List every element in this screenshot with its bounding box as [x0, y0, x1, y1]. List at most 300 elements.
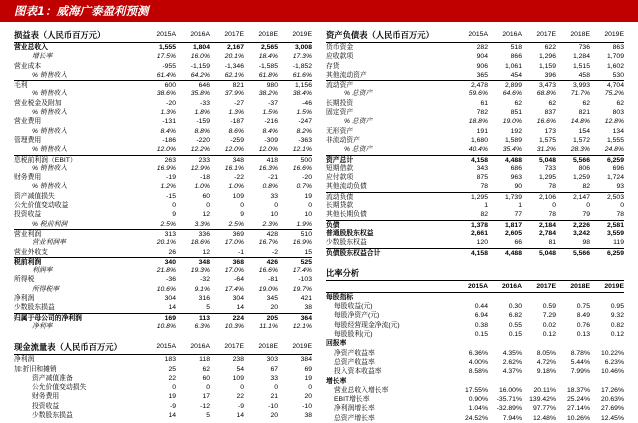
cell-value: 10 [304, 211, 312, 219]
row-label: 总资产增长率 [334, 414, 375, 422]
cell-value: 12 [202, 211, 210, 219]
table-row [326, 99, 624, 108]
table-row [14, 229, 312, 238]
cell-value: 4.37% [502, 368, 522, 376]
cell-value: 1.5% [296, 109, 312, 117]
cell-value: -12 [200, 402, 210, 410]
cell-value: 20.1% [156, 239, 176, 247]
year-header: 2018E [570, 31, 590, 38]
year-header: 2015A [467, 282, 488, 290]
cell-value: 169 [164, 314, 176, 322]
cell-value: 16.6% [258, 267, 278, 275]
table-row [326, 248, 624, 257]
row-label: % 总资产 [344, 90, 373, 98]
cell-value: 109 [232, 374, 244, 382]
row-label: % 销售收入 [32, 71, 68, 79]
balance-table [326, 43, 624, 257]
table-row [14, 257, 312, 266]
cell-value: -187 [230, 118, 244, 126]
cell-value: 12.9% [190, 164, 210, 172]
cell-value: 980 [266, 82, 278, 90]
cell-value: 2,581 [606, 221, 624, 229]
cell-value: 0.8% [262, 183, 278, 191]
cell-value: 9 [240, 211, 244, 219]
row-label: 营业成本 [14, 62, 42, 70]
cell-value: 4,158 [470, 249, 488, 257]
cell-value: 525 [300, 258, 312, 266]
balance-title: 资产负债表（人民币百万元） [326, 30, 434, 40]
cell-value: 62 [514, 99, 522, 107]
cell-value: 7.94% [502, 414, 522, 422]
cell-value: 119 [613, 239, 624, 247]
cell-value: 1,515 [572, 62, 590, 70]
cell-value: 7.29 [542, 312, 556, 320]
cell-value: 1,296 [538, 53, 556, 61]
row-label: % 销售收入 [32, 146, 68, 154]
cell-value: 19.0% [258, 285, 278, 293]
cell-value: 2,661 [470, 229, 488, 237]
cell-value: 6.82 [508, 312, 522, 320]
cell-value: 0.76 [576, 321, 590, 329]
table-row [14, 303, 312, 312]
row-label: % 销售收入 [32, 127, 68, 135]
cell-value: 369 [232, 230, 244, 238]
cell-value: -159 [196, 118, 210, 126]
cell-value: 62.1% [224, 71, 244, 79]
cell-value: 316 [198, 295, 210, 303]
cell-value: 40.4% [468, 146, 488, 154]
cell-value: 1,739 [504, 193, 522, 201]
cell-value: 6.94 [474, 312, 488, 320]
income-table [14, 43, 312, 331]
cell-value: 2.62% [502, 358, 522, 366]
row-label: 总资产收益率 [334, 358, 375, 366]
table-row [14, 145, 312, 154]
cell-value: -363 [298, 136, 312, 144]
cell-value: 3,242 [572, 229, 590, 237]
table-row [14, 192, 312, 201]
cell-value: 7.99% [570, 368, 590, 376]
cell-value: 6,259 [606, 249, 624, 257]
cell-value: 60 [202, 374, 210, 382]
cell-value: 10 [270, 211, 278, 219]
table-row [326, 89, 624, 98]
cell-value: 1,555 [606, 136, 624, 144]
year-header: 2016A [501, 282, 522, 290]
cell-value: 1,156 [294, 82, 312, 90]
cell-value: 205 [266, 314, 278, 322]
cell-value: 9.18% [536, 368, 556, 376]
cashflow-title-row [14, 340, 312, 355]
cell-value: 78 [616, 211, 624, 219]
ratio-group-heading [326, 293, 624, 302]
cell-value: 21.8% [156, 267, 176, 275]
table-row [14, 89, 312, 98]
cell-value: 696 [612, 164, 624, 172]
row-label: 所得税率 [32, 285, 60, 293]
row-label: 资产减值准备 [32, 374, 73, 382]
cell-value: 68.8% [536, 90, 556, 98]
income-title-row [14, 28, 312, 43]
cell-value: 67 [270, 365, 278, 373]
cell-value: 78 [480, 183, 488, 191]
cell-value: 3,008 [294, 44, 312, 51]
cell-value: 4,488 [504, 156, 522, 164]
cell-value: 418 [266, 156, 278, 164]
cell-value: 12.1% [292, 146, 312, 154]
cell-value: 1,259 [572, 174, 590, 182]
cell-value: 2,184 [538, 221, 556, 229]
year-header: 2015A [156, 31, 176, 38]
cell-value: 27.14% [566, 405, 590, 413]
cell-value: 2.3% [262, 220, 278, 228]
table-row [14, 285, 312, 294]
year-header: 2016A [502, 31, 522, 38]
year-header: 2016A [190, 31, 210, 38]
table-row [326, 108, 624, 117]
cell-value: 304 [164, 295, 176, 303]
row-label: 归属于母公司的净利润 [14, 314, 82, 322]
cell-value: 5 [206, 411, 210, 419]
row-label: 管理费用 [14, 136, 42, 144]
table-row [326, 210, 624, 219]
table-row [14, 52, 312, 61]
cell-value: 5,048 [538, 156, 556, 164]
cell-value: 0.15 [474, 331, 488, 339]
cell-value: -81 [268, 276, 278, 284]
cell-value: -131 [162, 118, 176, 126]
table-row [14, 80, 312, 89]
cell-value: 458 [578, 71, 590, 79]
ratios-title: 比率分析 [326, 267, 360, 278]
table-row [14, 374, 312, 383]
cell-value: 343 [476, 164, 488, 172]
cell-value: 906 [476, 62, 488, 70]
table-row [14, 266, 312, 275]
cell-value: 8.49 [576, 312, 590, 320]
cell-value: 866 [510, 53, 522, 61]
cell-value: 17.4% [224, 285, 244, 293]
cell-value: 154 [578, 127, 590, 135]
cell-value: 10.8% [156, 322, 176, 330]
cell-value: 5,048 [538, 249, 556, 257]
cell-value: 27.69% [600, 405, 624, 413]
cell-value: 173 [544, 127, 556, 135]
cell-value: 2,167 [226, 44, 244, 51]
cell-value: 81 [548, 239, 556, 247]
cell-value: 1,295 [470, 193, 488, 201]
cell-value: 16.7% [258, 239, 278, 247]
row-label: 营业利润 [14, 230, 42, 238]
cell-value: 0 [172, 384, 176, 392]
cell-value: 109 [232, 192, 244, 200]
row-label: 息税前利润（EBIT） [14, 156, 77, 164]
cell-value: -20 [166, 99, 176, 107]
cell-value: 313 [164, 230, 176, 238]
cell-value: 348 [232, 156, 244, 164]
cell-value: 806 [578, 164, 590, 172]
row-label: 营业费用 [14, 118, 42, 126]
cell-value: 348 [198, 258, 210, 266]
cell-value: 233 [198, 156, 210, 164]
row-label: EBIT增长率 [334, 396, 370, 404]
table-row [326, 358, 624, 367]
cell-value: 803 [612, 109, 624, 117]
table-row [14, 313, 312, 322]
cell-value: 79 [582, 211, 590, 219]
row-label: 营业总收入 [14, 44, 48, 51]
cell-value: 0 [274, 202, 278, 210]
cell-value: 368 [232, 258, 244, 266]
cell-value: 875 [476, 174, 488, 182]
table-row [14, 220, 312, 229]
cell-value: -27 [234, 99, 244, 107]
cell-value: 192 [510, 127, 522, 135]
cell-value: 25.24% [566, 396, 590, 404]
cell-value: 33 [270, 192, 278, 200]
cell-value: 2,605 [504, 229, 522, 237]
cell-value: 33 [270, 374, 278, 382]
row-label: % 销售收入 [32, 109, 68, 117]
cell-value: 1,724 [606, 174, 624, 182]
year-header: 2015A [468, 31, 488, 38]
cell-value: 600 [164, 82, 176, 90]
cell-value: 364 [300, 314, 312, 322]
right-panel [326, 28, 624, 423]
cell-value: 20.1% [224, 53, 244, 61]
ratio-group-heading [326, 377, 624, 386]
cell-value: 19.7% [292, 285, 312, 293]
row-label: 负债股东权益合计 [326, 249, 381, 257]
cell-value: 28.3% [570, 146, 590, 154]
year-header: 2016A [190, 343, 210, 351]
cell-value: -46 [302, 99, 312, 107]
row-label: 少数股东权益 [326, 239, 367, 247]
cell-value: 1,709 [606, 53, 624, 61]
cell-value: 17.0% [224, 239, 244, 247]
cell-value: 183 [164, 356, 176, 364]
table-row [14, 402, 312, 411]
cell-value: 191 [476, 127, 488, 135]
cell-value: 0.12 [610, 331, 624, 339]
group-heading-label: 回报率 [326, 340, 347, 348]
table-row [14, 71, 312, 80]
cell-value: -64 [234, 276, 244, 284]
cell-value: 16.0% [190, 53, 210, 61]
cell-value: 61 [480, 99, 488, 107]
cell-value: 77 [514, 211, 522, 219]
cell-value: 90 [514, 183, 522, 191]
cell-value: 2,478 [470, 82, 488, 90]
cell-value: 0 [552, 202, 556, 210]
cell-value: -10 [302, 402, 312, 410]
cell-value: 62 [202, 365, 210, 373]
cell-value: 61.6% [292, 71, 312, 79]
cell-value: 224 [232, 314, 244, 322]
cell-value: 10.46% [600, 368, 624, 376]
table-row [14, 210, 312, 219]
cell-value: 17 [202, 393, 210, 401]
cell-value: 3,993 [572, 82, 590, 90]
cell-value: 0 [240, 384, 244, 392]
cell-value: 863 [612, 44, 624, 51]
cell-value: 20.11% [533, 386, 556, 394]
cell-value: 500 [300, 156, 312, 164]
cell-value: 426 [266, 258, 278, 266]
cell-value: 5.44% [570, 358, 590, 366]
row-label: 普通股股东权益 [326, 229, 374, 237]
cell-value: 24.52% [464, 414, 488, 422]
table-row [326, 80, 624, 89]
cell-value: 1.0% [228, 183, 244, 191]
cell-value: 75.2% [604, 90, 624, 98]
year-header: 2017E [536, 31, 556, 38]
cell-value: 64.2% [190, 71, 210, 79]
cell-value: 17.55% [464, 386, 488, 394]
cell-value: -22 [234, 174, 244, 182]
table-row [14, 117, 312, 126]
row-label: 净利润 [14, 295, 35, 303]
cell-value: 0.7% [296, 183, 312, 191]
cell-value: 14 [236, 304, 244, 312]
cell-value: -309 [264, 136, 278, 144]
cell-value: 4.00% [468, 358, 488, 366]
cell-value: 2,899 [504, 82, 522, 90]
cell-value: 71.7% [570, 90, 590, 98]
table-row [14, 355, 312, 364]
cell-value: 12.1% [292, 322, 312, 330]
table-row [326, 155, 624, 164]
cell-value: 1,378 [470, 221, 488, 229]
table-row [14, 248, 312, 257]
group-heading-label: 增长率 [326, 377, 347, 385]
cell-value: 1,284 [572, 53, 590, 61]
cell-value: -21 [268, 174, 278, 182]
cell-value: 282 [476, 44, 488, 51]
cell-value: -259 [230, 136, 244, 144]
cell-value: 17.4% [292, 267, 312, 275]
cell-value: 10.26% [566, 414, 590, 422]
cell-value: 8.58% [468, 368, 488, 376]
cell-value: 1.3% [228, 109, 244, 117]
cell-value: 0 [620, 202, 624, 210]
cell-value: 821 [232, 82, 244, 90]
cell-value: 8.05% [536, 349, 556, 357]
table-row [326, 321, 624, 330]
row-label: 营业外收支 [14, 248, 48, 256]
cell-value: 17.5% [156, 53, 176, 61]
cashflow-title: 现金流量表（人民币百万元） [14, 342, 122, 353]
cell-value: 22 [236, 393, 244, 401]
cell-value: 1,804 [192, 44, 210, 51]
cell-value: 16.6% [292, 164, 312, 172]
cell-value: 12.2% [190, 146, 210, 154]
cell-value: 3,473 [538, 82, 556, 90]
row-label: 少数股东损益 [14, 304, 55, 312]
row-label: % 销售收入 [32, 90, 68, 98]
row-label: 营业税金及附加 [14, 99, 62, 107]
cell-value: 646 [198, 82, 210, 90]
cell-value: 0 [586, 202, 590, 210]
table-row [326, 330, 624, 339]
cell-value: 1,575 [538, 136, 556, 144]
cell-value: 530 [612, 71, 624, 79]
cell-value: 303 [266, 356, 278, 364]
cell-value: -32 [200, 276, 210, 284]
cell-value: 8.4% [262, 127, 278, 135]
cell-value: 61.4% [156, 71, 176, 79]
ratios-table [326, 293, 624, 423]
row-label: 其他长期负债 [326, 211, 367, 219]
cell-value: 38 [304, 411, 312, 419]
cell-value: 16.9% [156, 164, 176, 172]
cell-value: 0 [240, 202, 244, 210]
cell-value: 17.26% [600, 386, 624, 394]
cell-value: 518 [510, 44, 522, 51]
cell-value: 14.8% [570, 118, 590, 126]
cell-value: 134 [612, 127, 624, 135]
cell-value: 38.4% [292, 90, 312, 98]
table-row [14, 238, 312, 247]
cell-value: 0.55 [508, 321, 522, 329]
cell-value: 8.2% [296, 127, 312, 135]
cell-value: 8.8% [194, 127, 210, 135]
cell-value: 9 [172, 211, 176, 219]
row-label: 加:折旧和摊销 [14, 365, 57, 373]
cell-value: 98 [582, 239, 590, 247]
row-label: 资产减值损失 [14, 192, 55, 200]
cell-value: -1,585 [258, 62, 278, 70]
cell-value: 118 [199, 356, 210, 364]
cell-value: 12.45% [600, 414, 624, 422]
cell-value: 60 [202, 192, 210, 200]
cell-value: -220 [196, 136, 210, 144]
year-header: 2019E [292, 31, 312, 38]
table-row [326, 201, 624, 210]
cell-value: 78 [548, 211, 556, 219]
row-label: 投资收益 [14, 211, 42, 219]
cell-value: -35.71% [496, 396, 522, 404]
table-row [326, 136, 624, 145]
row-label: % 总资产 [344, 146, 373, 154]
cell-value: 12 [202, 248, 210, 256]
cell-value: 18.8% [468, 118, 488, 126]
cell-value: 1 [518, 202, 522, 210]
row-label: 财务费用 [14, 174, 42, 182]
table-row [326, 62, 624, 71]
cell-value: 0.12 [542, 331, 556, 339]
cell-value: 1,159 [538, 62, 556, 70]
table-row [326, 229, 624, 238]
row-label: 净利率 [32, 322, 53, 330]
cell-value: 1,555 [158, 44, 176, 51]
cell-value: 1,602 [606, 62, 624, 70]
table-row [326, 117, 624, 126]
cell-value: 16.6% [536, 118, 556, 126]
ratios-title-row [326, 266, 624, 281]
year-header: 2019E [604, 31, 624, 38]
cell-value: -186 [162, 136, 176, 144]
table-row [14, 392, 312, 401]
cell-value: -33 [200, 99, 210, 107]
table-row [14, 136, 312, 145]
cell-value: 10.3% [224, 322, 244, 330]
row-label: 资产总计 [326, 156, 354, 164]
cell-value: 61.8% [258, 71, 278, 79]
cell-value: 9.32 [610, 312, 624, 320]
cell-value: 17.3% [292, 53, 312, 61]
row-label: 增长率 [32, 53, 53, 61]
